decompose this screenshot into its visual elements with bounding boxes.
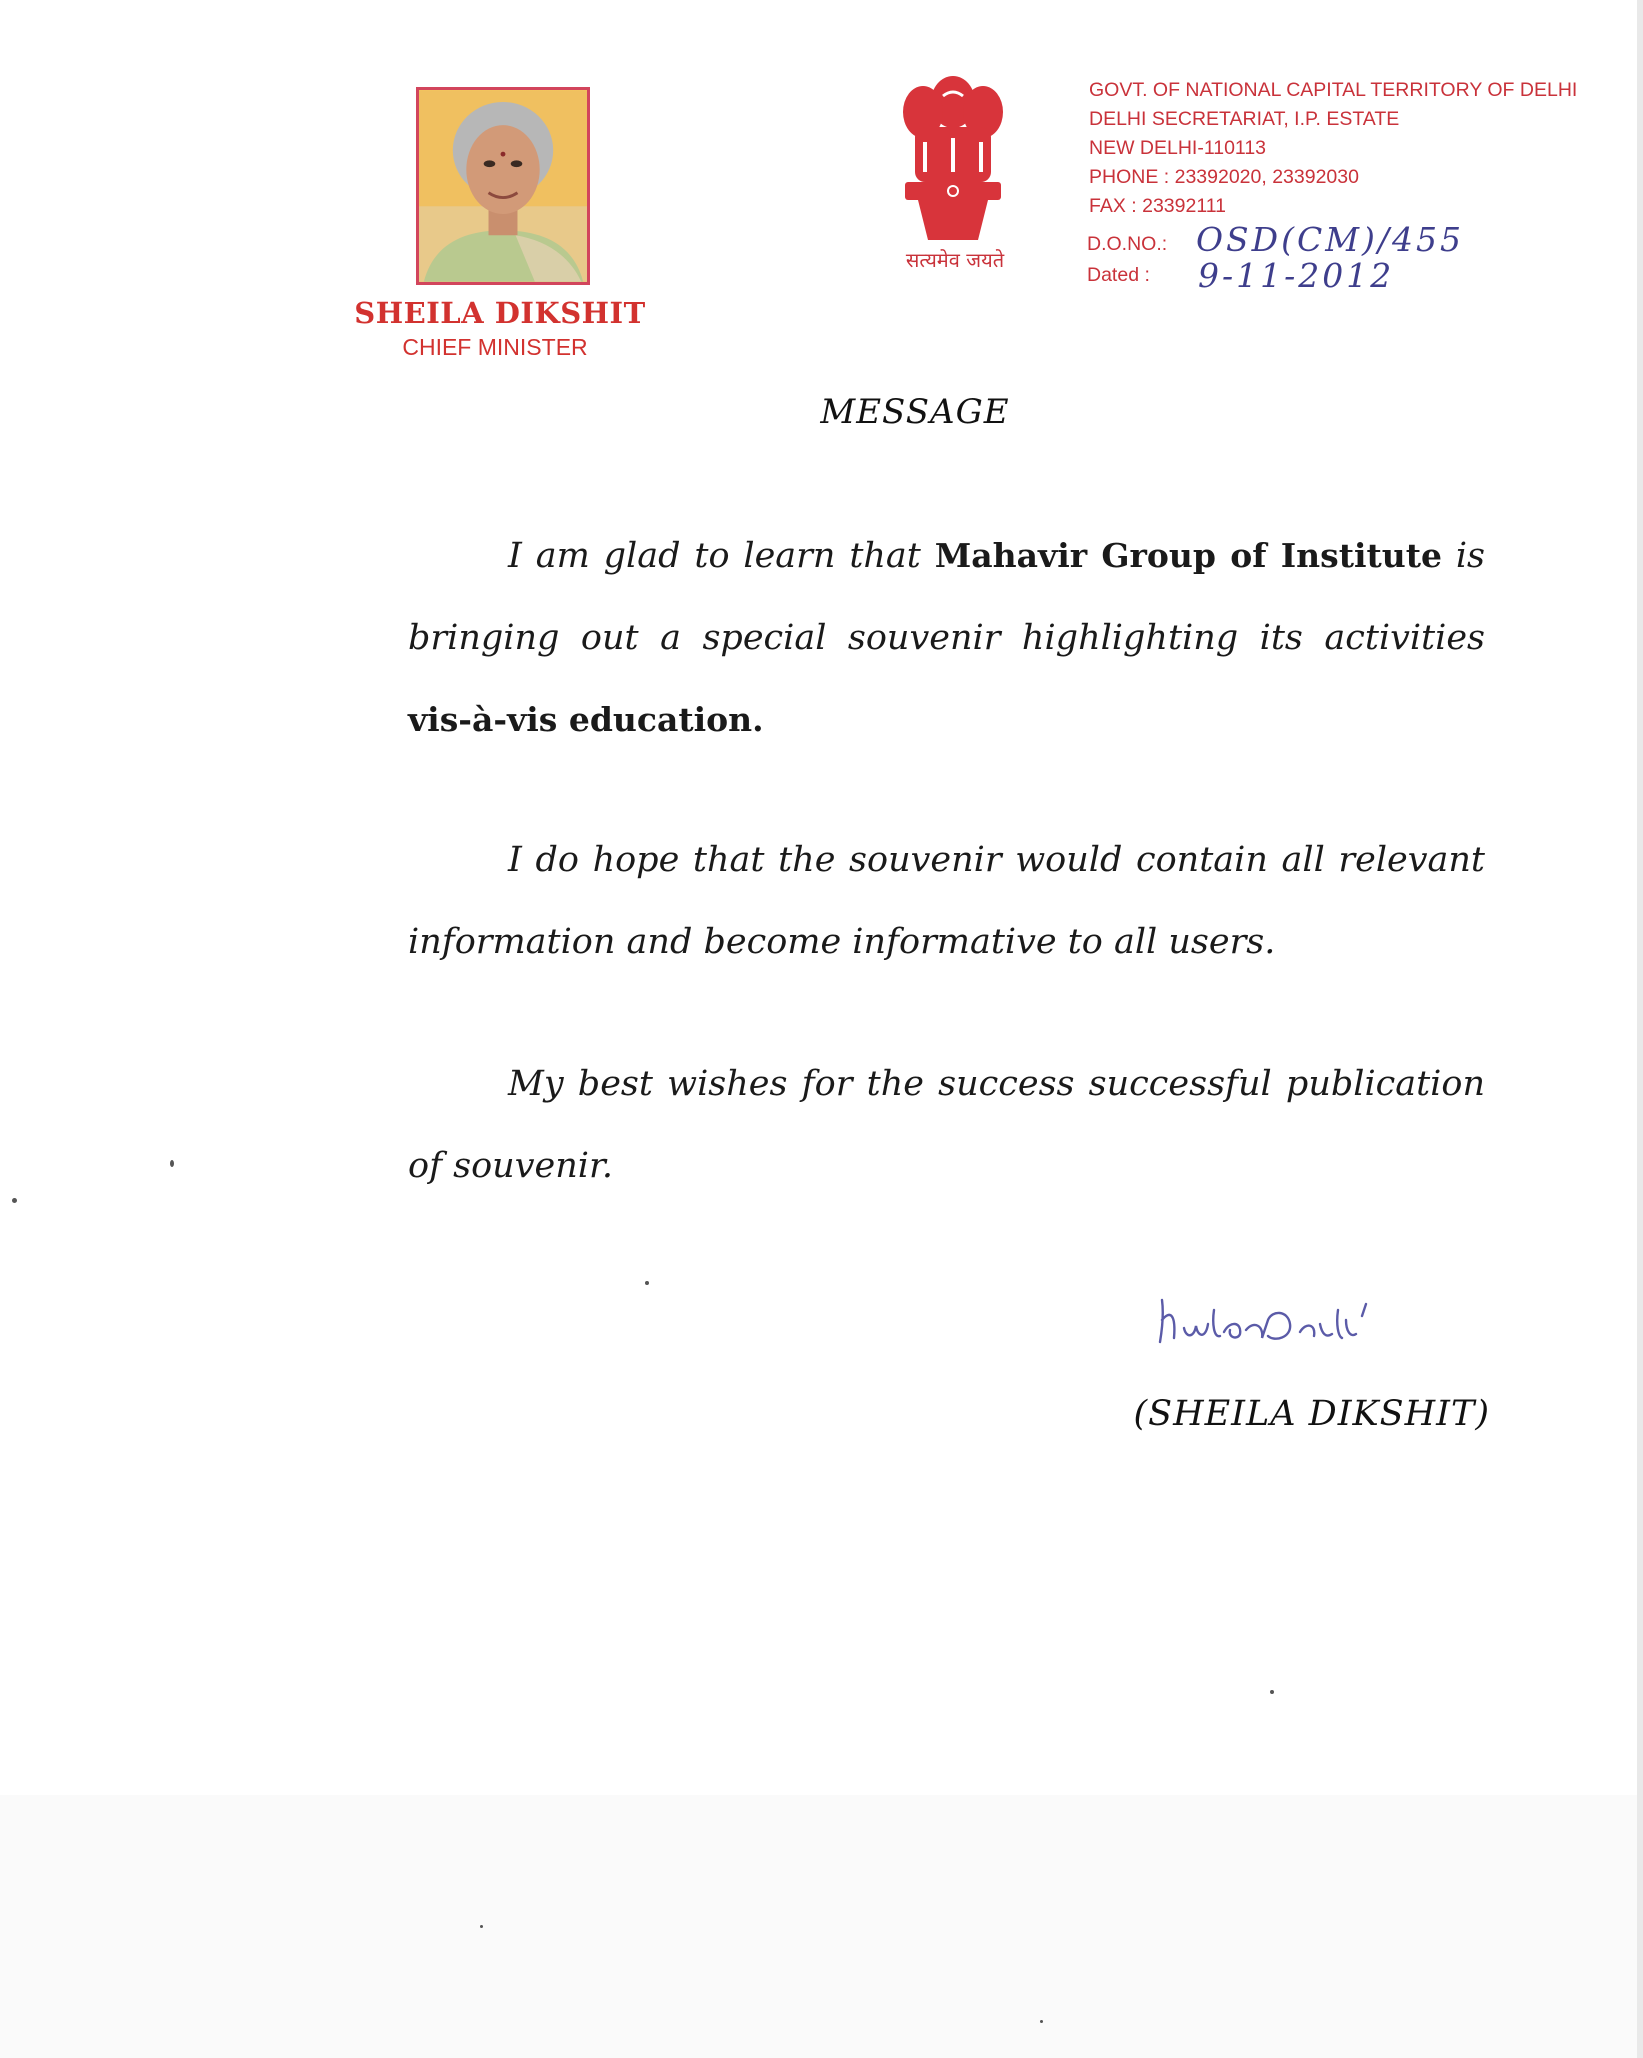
scan-speck [170,1160,174,1167]
institute-name: Mahavir Group of Institute [934,536,1442,575]
dated-label: Dated : [1087,264,1150,286]
message-heading: MESSAGE [820,392,1010,432]
address-line: PHONE : 23392020, 23392030 [1089,166,1359,188]
scan-speck [480,1925,483,1928]
signatory-name: (SHEILA DIKSHIT) [1133,1394,1490,1434]
scan-speck [1040,2020,1043,2023]
handwritten-signature [1150,1280,1410,1350]
letterhead-title: CHIEF MINISTER [402,334,588,360]
scan-speck [645,1281,649,1285]
scan-speck [1270,1690,1274,1694]
do-no-label: D.O.NO.: [1087,233,1168,255]
message-paragraph-1: I am glad to learn that Mahavir Group of Institute is bringing out a special souvenir highlighting its activities vis-à-vis education. [408,536,1485,739]
address-line: DELHI SECRETARIAT, I.P. ESTATE [1089,108,1400,130]
address-line: FAX : 23392111 [1089,195,1226,217]
scan-bottom-area [0,1795,1643,2058]
chief-minister-photo [416,87,590,285]
address-block [1089,76,1609,221]
message-paragraph-3: My best wishes for the success successful publication of souvenir. [408,1064,1485,1186]
portrait-image [419,90,587,282]
dated-value: 9-11-2012 [1198,256,1395,295]
address-line: GOVT. OF NATIONAL CAPITAL TERRITORY OF DELHI [1089,79,1578,101]
do-no-value: OSD(CM)/455 [1196,220,1465,259]
address-line: NEW DELHI-110113 [1089,137,1267,159]
letterhead-name: SHEILA DIKSHIT [354,296,646,330]
scan-edge [1637,0,1643,2058]
emblem-motto: सत्यमेव जयते [905,248,1005,272]
education-phrase: vis-à-vis education. [408,700,764,739]
scan-speck [12,1198,17,1203]
national-emblem-icon [893,72,1013,242]
message-paragraph-2: I do hope that the souvenir would contain all relevant information and become informative to all users. [408,840,1485,962]
